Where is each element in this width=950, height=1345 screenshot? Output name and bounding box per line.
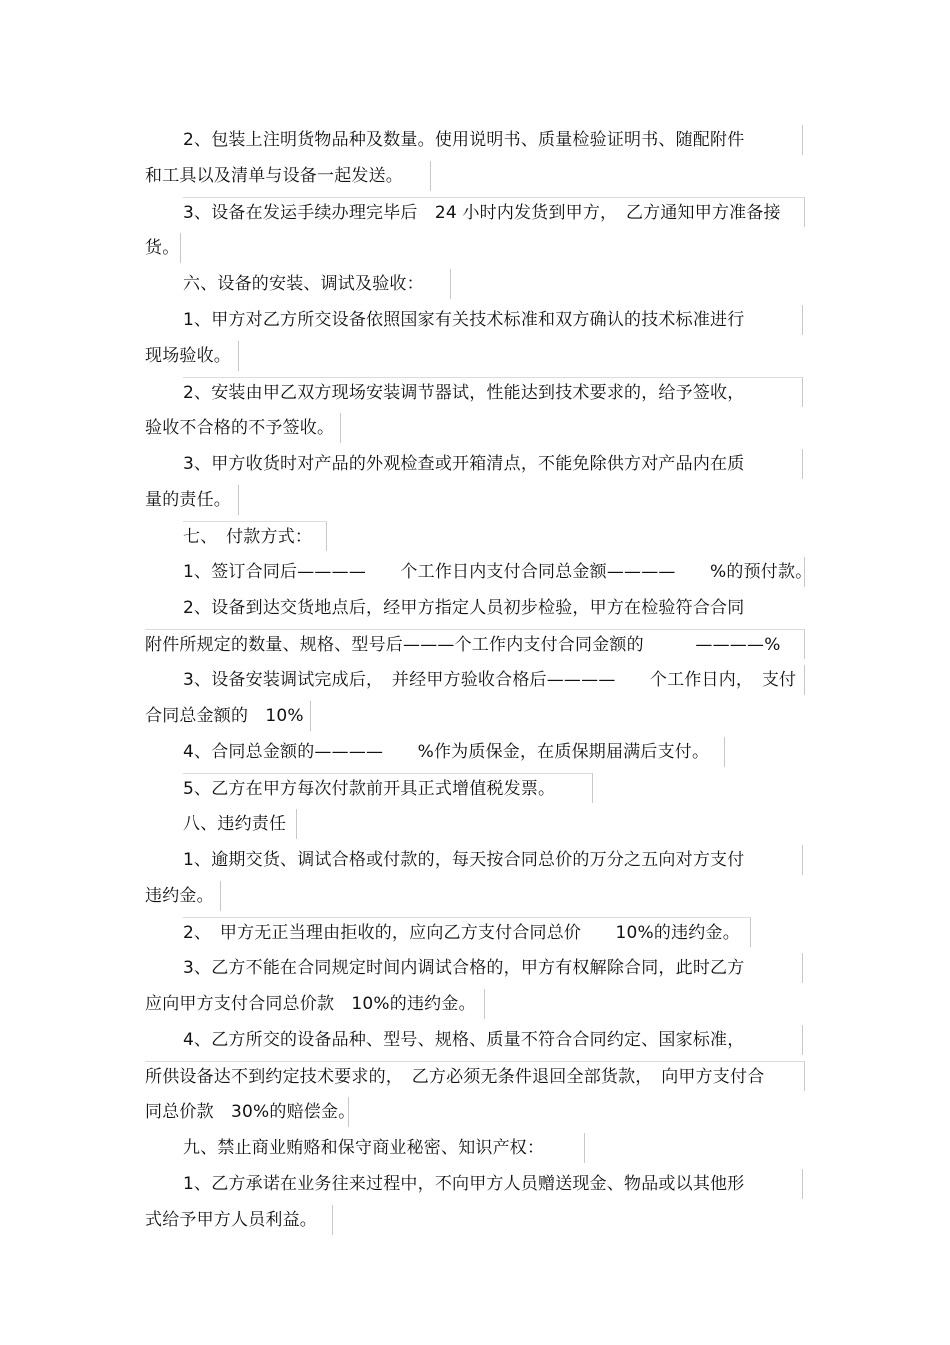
text-line: 4、乙方所交的设备品种、型号、规格、质量不符合合同约定、国家标准， <box>183 1025 803 1055</box>
text-line: 2、设备到达交货地点后，经甲方指定人员初步检验，甲方在检验符合合同 <box>183 598 745 618</box>
text-line: 现场验收。 <box>145 341 239 371</box>
text-line: 4、合同总金额的———— %作为质保金，在质保期届满后支付。 <box>183 737 725 767</box>
section-heading: 九、禁止商业贿赂和保守商业秘密、知识产权： <box>183 1133 585 1163</box>
section-heading: 六、设备的安装、调试及验收： <box>183 269 451 299</box>
text-line: 3、设备安装调试完成后， 并经甲方验收合格后———— 个工作日内， 支付 <box>183 665 805 695</box>
text-line: 1、签订合同后———— 个工作日内支付合同总金额———— %的预付款。 <box>183 557 805 587</box>
text-line: 合同总金额的 10% <box>145 701 311 731</box>
text-line: 违约金。 <box>145 881 221 911</box>
text-line: 3、乙方不能在合同规定时间内调试合格的，甲方有权解除合同，此时乙方 <box>183 953 803 983</box>
text-line: 1、甲方对乙方所交设备依照国家有关技术标准和双方确认的技术标准进行 <box>183 305 803 335</box>
text-line: 1、逾期交货、调试合格或付款的，每天按合同总价的万分之五向对方支付 <box>183 845 803 875</box>
text-line: 3、甲方收货时对产品的外观检查或开箱清点，不能免除供方对产品内在质 <box>183 449 803 479</box>
text-line: 2、 甲方无正当理由拒收的，应向乙方支付合同总价 10%的违约金。 <box>183 917 751 947</box>
text-line: 验收不合格的不予签收。 <box>145 413 341 443</box>
text-line: 3、设备在发运手续办理完毕后 24 小时内发货到甲方， 乙方通知甲方准备接 <box>183 197 805 227</box>
text-line: 式给予甲方人员利益。 <box>145 1205 333 1235</box>
text-line: 1、乙方承诺在业务往来过程中，不向甲方人员赠送现金、物品或以其他形 <box>183 1169 803 1199</box>
section-heading: 八、违约责任 <box>183 809 297 839</box>
text-line: 和工具以及清单与设备一起发送。 <box>145 161 431 191</box>
text-line: 应向甲方支付合同总价款 10%的违约金。 <box>145 989 485 1019</box>
text-line: 2、安装由甲乙双方现场安装调节器试，性能达到技术要求的，给予签收， <box>183 377 803 407</box>
section-heading: 七、 付款方式： <box>183 521 327 551</box>
text-line: 5、乙方在甲方每次付款前开具正式增值税发票。 <box>183 773 593 803</box>
text-line: 量的责任。 <box>145 485 239 515</box>
text-line: 2、包装上注明货物品种及数量。使用说明书、质量检验证明书、随配附件 <box>183 125 803 155</box>
text-line: 同总价款 30%的赔偿金。 <box>145 1097 349 1127</box>
text-line: 所供设备达不到约定技术要求的， 乙方必须无条件退回全部货款， 向甲方支付合 <box>145 1061 805 1091</box>
text-line: 货。 <box>145 233 181 263</box>
text-line: 附件所规定的数量、规格、型号后———个工作内支付合同金额的 ————% <box>145 629 805 659</box>
